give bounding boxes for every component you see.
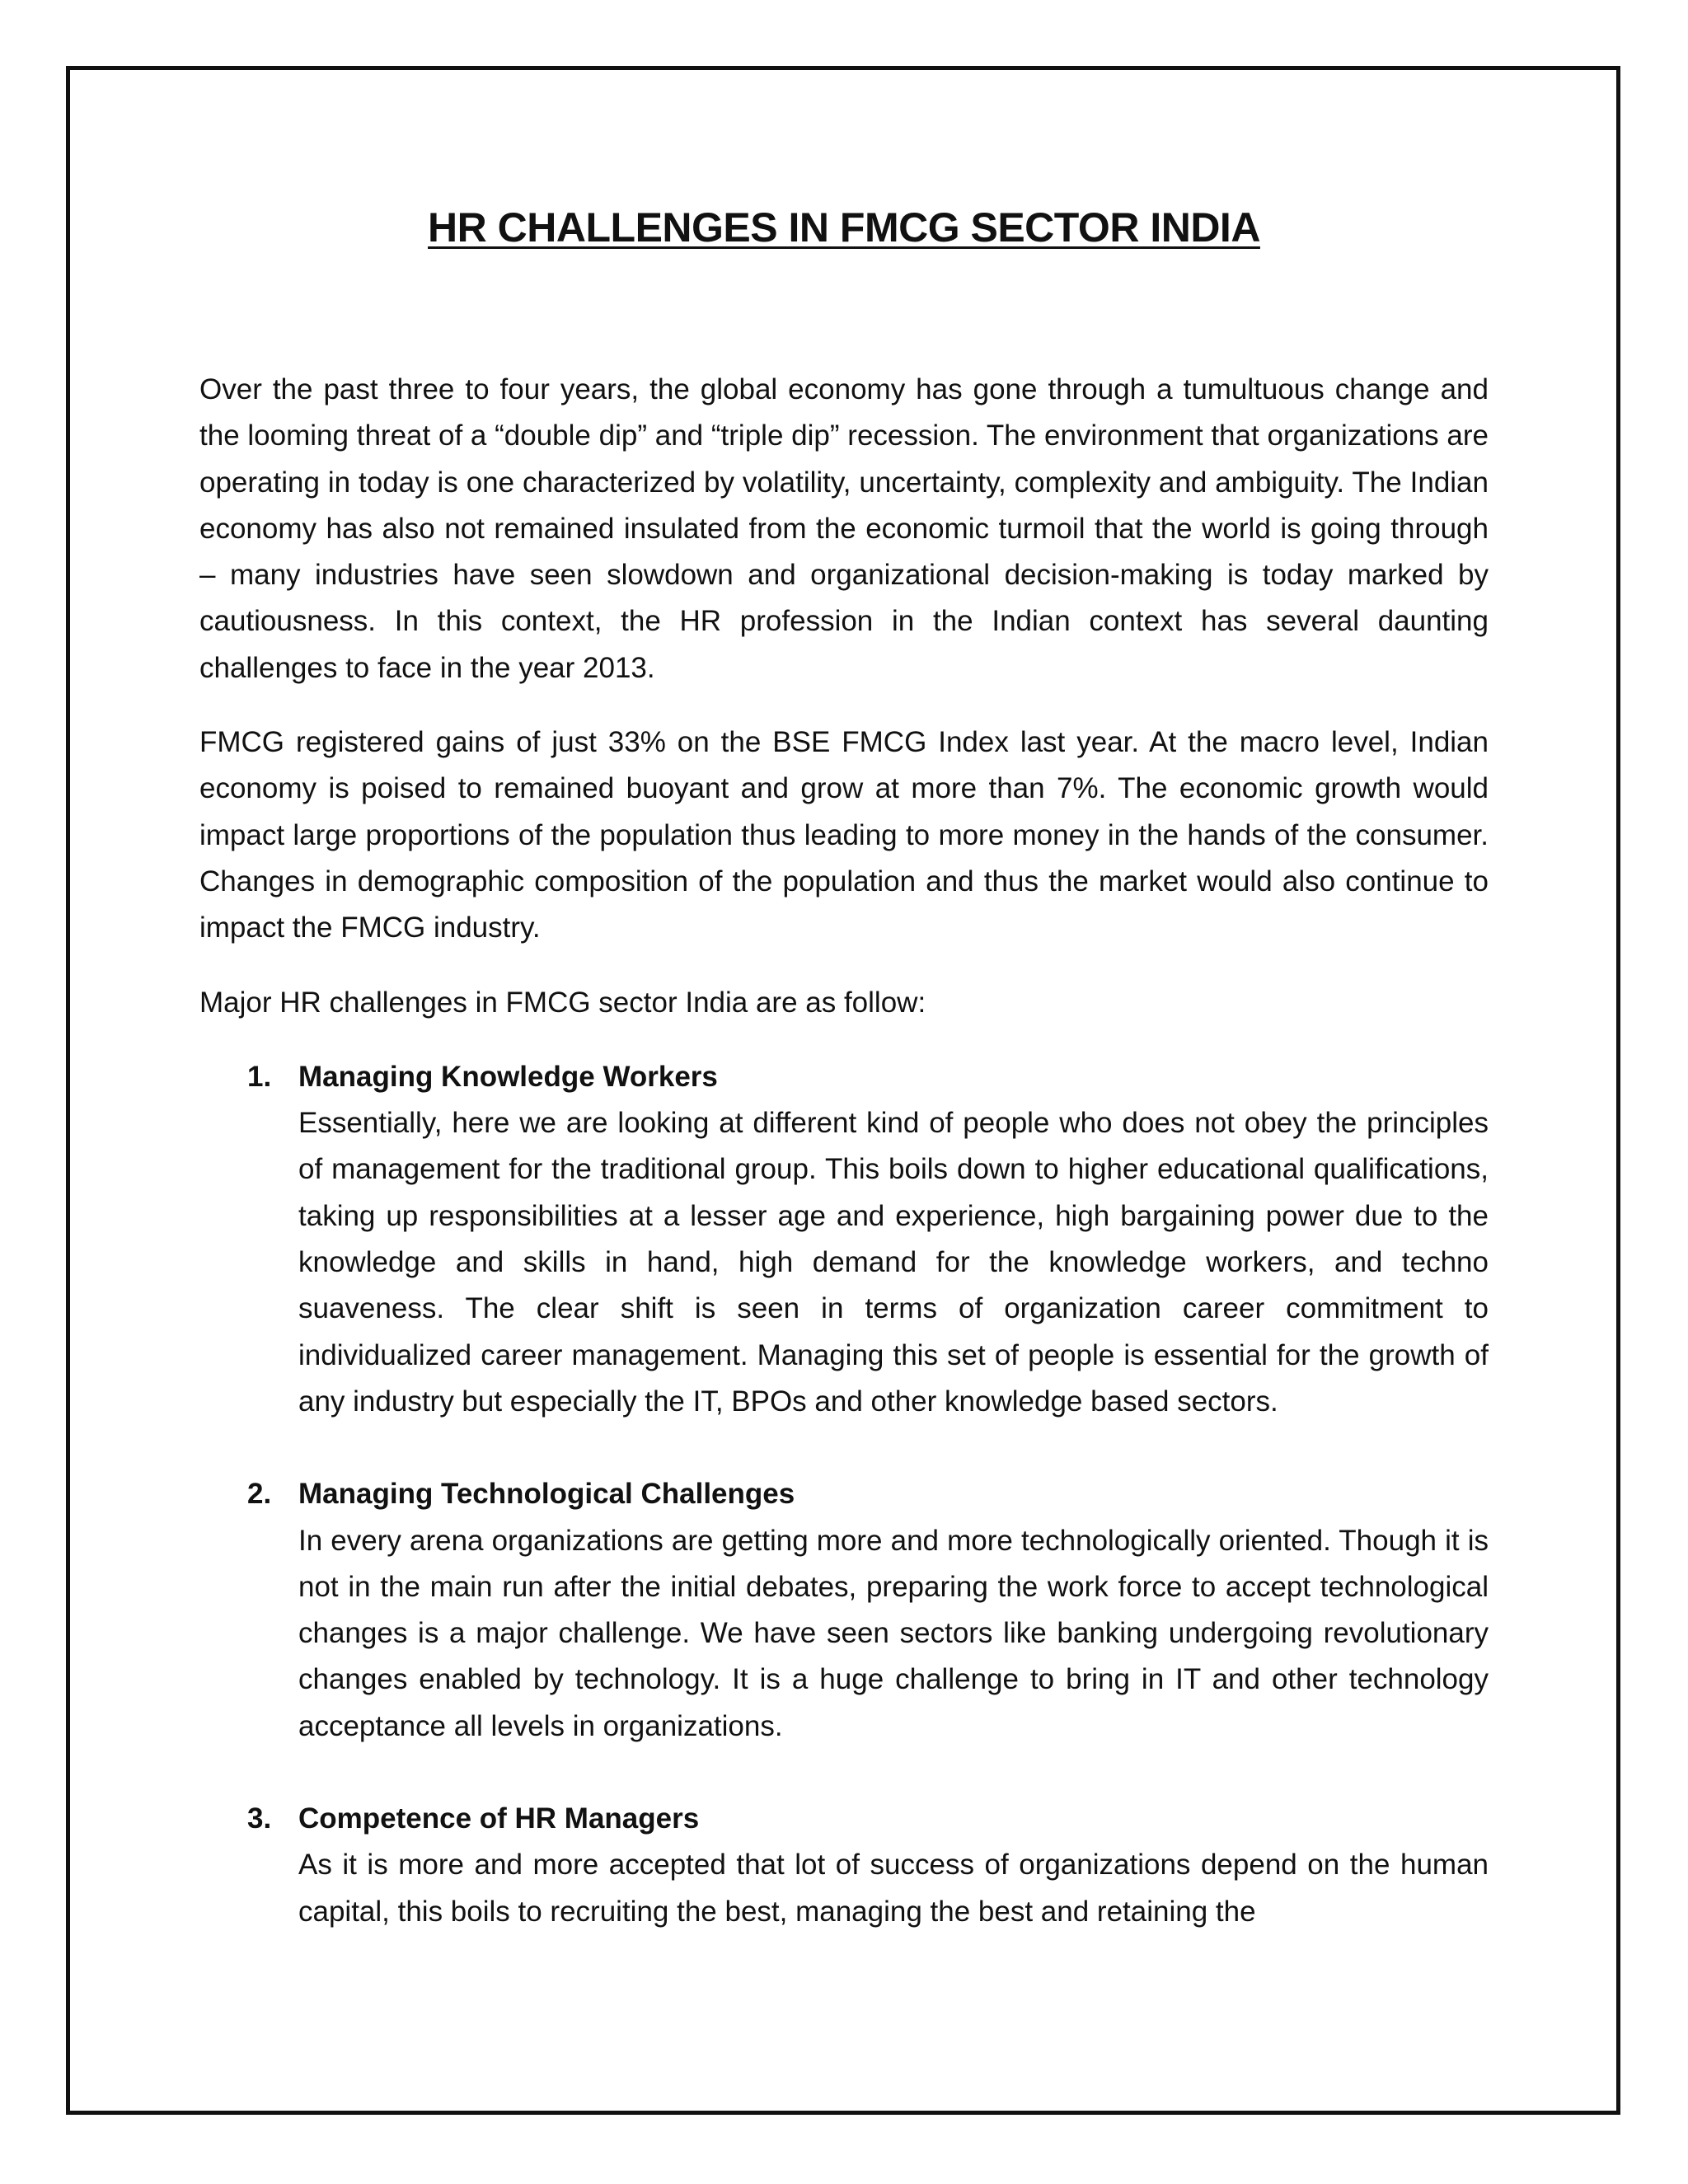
list-intro-paragraph: Major HR challenges in FMCG sector India are as follow: [199,986,926,1019]
challenges-list [199,1054,1489,1935]
challenge-item [199,1471,1489,1750]
challenge-text: As it is more and more accepted that lot of success of organizations depend on the human capital, this boils to recruiting the best, managing the best and retaining the [298,1849,1489,1928]
challenge-text: In every arena organizations are getting more and more technologically oriented. Though it is not in the main run after the initial debates, preparing the work force to accept technological changes is a major challenge. We have seen sectors like banking undergoing revolutionary changes enabled by technology. It is a huge challenge to bring in IT and other technology acceptance all levels in organizations. [298,1524,1489,1742]
challenge-number: 1. [247,1060,272,1093]
challenge-heading: Competence of HR Managers [298,1802,700,1835]
challenge-number: 2. [247,1478,272,1511]
challenge-text: Essentially, here we are looking at different kind of people who does not obey the principles of management for the traditional group. This boils down to higher educational qualifications, taking up responsibilities at a lesser age and experience, high bargaining power due to the knowledge and skills in hand, high demand for the knowledge workers, and techno suaveness. The clear shift is seen in terms of organization career commitment to individualized career management. Managing this set of people is essential for the growth of any industry but especially the IT, BPOs and other knowledge based sectors. [298,1107,1489,1418]
document-body [199,367,1489,1981]
challenge-heading: Managing Knowledge Workers [298,1060,718,1093]
fmcg-paragraph: FMCG registered gains of just 33% on the BSE FMCG Index last year. At the macro level, Indian economy is poised to remained buoyant and grow at more than 7%. The economic growth would impact large proportions of the population thus leading to more money in the hands of the consumer. Changes in demographic composition of the population and thus the market would also continue to impact the FMCG industry. [199,726,1489,944]
challenge-item [199,1796,1489,1935]
intro-paragraph: Over the past three to four years, the global economy has gone through a tumultuous change and the looming threat of a “double dip” and “triple dip” recession. The environment that organizations are operating in today is one characterized by volatility, uncertainty, complexity and ambiguity. The Indian economy has also not remained insulated from the economic turmoil that the world is going through – many industries have seen slowdown and organizational decision-making is today marked by cautiousness. In this context, the HR profession in the Indian context has several daunting challenges to face in the year 2013. [199,373,1489,684]
challenge-item [199,1054,1489,1425]
challenge-number: 3. [247,1802,272,1835]
document-title: HR CHALLENGES IN FMCG SECTOR INDIA [428,204,1260,251]
challenge-heading: Managing Technological Challenges [298,1478,795,1511]
